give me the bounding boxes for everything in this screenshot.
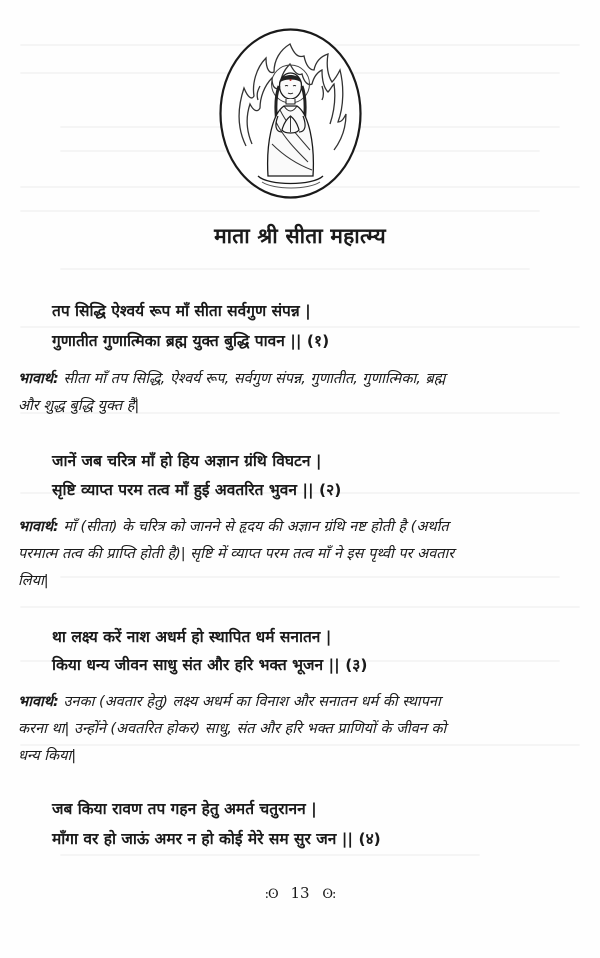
page-footer — [0, 884, 600, 902]
meaning-label: भावार्थ: — [18, 694, 59, 710]
ornament-right-icon: ʘ: — [322, 887, 336, 902]
verse-2-line-2: सृष्टि व्याप्त परम तत्व माँ हुई अवतरित भुवन || (२) — [52, 481, 342, 499]
meaning-2-line-1: माँ (सीता) के चरित्र को जानने से हृदय की अज्ञान ग्रंथि नष्ट होती है (अर्थात — [58, 519, 449, 535]
verse-3-line-1: था लक्ष्य करें नाश अधर्म हो स्थापित धर्म सनातन | — [52, 628, 332, 646]
ornament-left-icon: :ʘ — [264, 887, 278, 902]
verse-1-line-1: तप सिद्धि ऐश्वर्य रूप माँ सीता सर्वगुण संपन्न | — [52, 302, 311, 320]
meaning-label: भावार्थ: — [18, 371, 59, 387]
meaning-1-line-2: और शुद्ध बुद्धि युक्त हैं| — [18, 398, 140, 414]
verse-1-line-2: गुणातीत गुणात्मिका ब्रह्म युक्त बुद्धि पावन || (१) — [52, 332, 330, 350]
page-number: 13 — [290, 884, 310, 902]
verse-4-line-2: माँगा वर हो जाऊं अमर न हो कोई मेरे सम सुर जन || (४) — [52, 830, 381, 848]
meaning-2-line-2: परमात्म तत्व की प्राप्ति होती है)| सृष्टि में व्याप्त परम तत्व माँ ने इस पृथ्वी पर अवतार — [18, 546, 455, 562]
meaning-3 — [18, 689, 584, 770]
goddess-sita-in-flames-icon — [218, 26, 363, 201]
verse-2-line-1: जानें जब चरित्र माँ हो हिय अज्ञान ग्रंथि विघटन | — [52, 452, 322, 470]
meaning-3-line-3: धन्य किया| — [18, 748, 77, 764]
verse-3-line-2: किया धन्य जीवन साधु संत और हरि भक्त भूजन || (३) — [52, 656, 368, 674]
meaning-1-line-1: सीता माँ तप सिद्धि, ऐश्वर्य रूप, सर्वगुण संपन्न, गुणातीत, गुणात्मिका, ब्रह्म — [58, 371, 446, 387]
verse-4-line-1: जब किया रावण तप गहन हेतु अमर्त चतुरानन | — [52, 800, 317, 818]
meaning-3-line-1: उनका (अवतार हेतु) लक्ष्य अधर्म का विनाश और सनातन धर्म की स्थापना — [58, 694, 441, 710]
meaning-3-line-2: करना था| उन्होंने (अवतरित होकर) साधु, संत और हरि भक्त प्राणियों के जीवन को — [18, 721, 447, 737]
meaning-1 — [18, 366, 584, 420]
page-title: माता श्री सीता महात्म्य — [214, 224, 386, 248]
meaning-label: भावार्थ: — [18, 519, 59, 535]
meaning-2-line-3: लिया| — [18, 573, 49, 589]
meaning-2 — [18, 514, 584, 595]
